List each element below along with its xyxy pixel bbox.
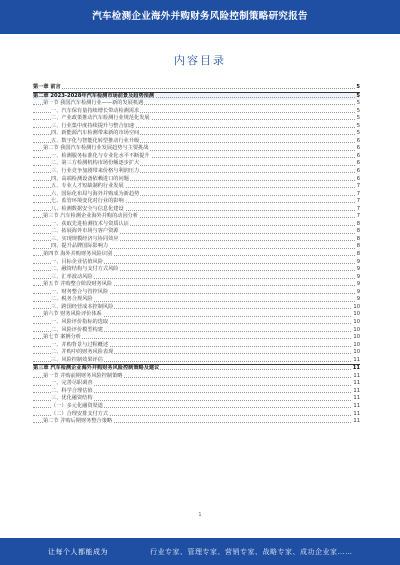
toc-entry-page: 10 bbox=[353, 341, 360, 348]
toc-entry[interactable] bbox=[33, 327, 360, 335]
toc-entry[interactable] bbox=[33, 349, 360, 357]
toc-entry-page: 11 bbox=[353, 402, 360, 409]
toc-entry-label: 三、实现规模经济与协同效应 bbox=[51, 235, 119, 242]
toc-entry-page: 5 bbox=[356, 92, 360, 99]
toc-entry[interactable] bbox=[33, 259, 360, 267]
toc-entry[interactable] bbox=[33, 115, 360, 123]
toc-entry-label: 第三章 汽车检测企业海外并购财务风险控制策略及建议 bbox=[33, 365, 160, 372]
footer-tagline: 行业专家、管理专家、营销专家、战略专家、成功企业家…… bbox=[150, 548, 353, 556]
toc-heading: 内容目录 bbox=[174, 54, 226, 67]
toc-entry-label: 第二章 2023-2028年汽车检测市场前景及趋势预测 bbox=[33, 92, 155, 99]
toc-entry-page: 7 bbox=[356, 198, 360, 205]
toc-entry-label: 六、国际化布局与海外并购成为新趋势 bbox=[51, 190, 140, 197]
toc-entry-label: 二、第三方检测机构市场份额逐步扩大 bbox=[51, 160, 140, 167]
toc-entry-label: 三、优化融资结构 bbox=[51, 395, 93, 402]
toc-entry-label: 四、提升品牌国际影响力 bbox=[51, 243, 109, 250]
toc-entry-label: 一、检测服务标准化与专业化水平不断提升 bbox=[51, 152, 150, 159]
toc-entry-page: 5 bbox=[356, 115, 360, 122]
toc-entry-page: 9 bbox=[356, 281, 360, 288]
toc-entry[interactable] bbox=[33, 418, 360, 426]
toc-entry-page: 10 bbox=[353, 326, 360, 333]
toc-entry-page: 10 bbox=[353, 334, 360, 341]
toc-entry[interactable] bbox=[33, 411, 360, 419]
toc-entry-page: 11 bbox=[353, 395, 360, 402]
toc-entry-page: 8 bbox=[356, 235, 360, 242]
toc-entry-label: 三、行业集中度持续提升与整合加速 bbox=[51, 122, 135, 129]
toc-entry[interactable] bbox=[33, 198, 360, 206]
toc-entry-page: 11 bbox=[353, 410, 360, 417]
toc-entry-page: 10 bbox=[353, 349, 360, 356]
toc-entry-page: 8 bbox=[356, 220, 360, 227]
toc-entry-page: 7 bbox=[356, 213, 360, 220]
toc-entry-page: 6 bbox=[356, 168, 360, 175]
toc-entry[interactable] bbox=[33, 311, 360, 319]
toc-entry-label: 一、汽车保有量持续增长带动检测需求 bbox=[51, 107, 140, 114]
toc-entry-label: 一、获取先进检测技术与资质认证 bbox=[51, 220, 129, 227]
toc-entry-page: 5 bbox=[356, 122, 360, 129]
toc-entry-page: 5 bbox=[356, 107, 360, 114]
toc-entry-page: 7 bbox=[356, 183, 360, 190]
toc-entry-page: 9 bbox=[356, 266, 360, 273]
toc-entry[interactable] bbox=[33, 176, 360, 184]
toc-entry-label: 第一节 并购前期财务风险控制策略 bbox=[43, 372, 123, 379]
toc-entry-label: 二、风险评价模型构建 bbox=[51, 326, 103, 333]
toc-entry-page: 8 bbox=[356, 243, 360, 250]
toc-entry-page: 9 bbox=[356, 258, 360, 265]
toc-entry-page: 10 bbox=[353, 318, 360, 325]
toc-entry[interactable] bbox=[33, 228, 360, 236]
toc-entry-page: 10 bbox=[353, 311, 360, 318]
toc-entry-label: 第三节 汽车检测企业海外并购的动因分析 bbox=[43, 213, 139, 220]
toc-entry[interactable] bbox=[33, 319, 360, 327]
toc-entry-label: 二、融资结构与支付方式风险 bbox=[51, 266, 119, 273]
toc-entry-label: 一、完善尽职调查 bbox=[51, 380, 93, 387]
toc-entry[interactable] bbox=[33, 281, 360, 289]
toc-entry[interactable] bbox=[33, 403, 360, 411]
toc-entry-page: 9 bbox=[356, 273, 360, 280]
toc-entry-label: 第一章 前言 bbox=[33, 84, 61, 90]
toc-entry-label: （一）多元化融资渠道 bbox=[51, 402, 103, 409]
toc-entry-page: 6 bbox=[356, 145, 360, 152]
page-header bbox=[0, 0, 400, 34]
toc-entry[interactable] bbox=[33, 357, 360, 365]
toc-entry-label: 三、风险控制效果评估 bbox=[51, 356, 103, 363]
toc-entry-page: 5 bbox=[356, 100, 360, 107]
toc-entry[interactable] bbox=[33, 342, 360, 350]
toc-entry[interactable] bbox=[33, 251, 360, 259]
toc-entry-label: 一、风险评价指标的选取 bbox=[51, 318, 109, 325]
toc-entry-page: 6 bbox=[356, 175, 360, 182]
toc-entry-label: 二、税务合规风险 bbox=[51, 296, 93, 303]
toc-entry-label: 二、并购中的财务风险表现 bbox=[51, 349, 114, 356]
toc-entry-page: 11 bbox=[353, 356, 360, 363]
toc-entry-label: 二、产业政策推动汽车检测行业规范化发展 bbox=[51, 115, 150, 122]
toc-entry[interactable] bbox=[33, 380, 360, 388]
toc-entry-label: 二、拓展海外市场与客户资源 bbox=[51, 228, 119, 235]
toc-entry-label: 三、汇率波动风险 bbox=[51, 273, 93, 280]
toc-entry[interactable] bbox=[33, 334, 360, 342]
toc-entry-page: 7 bbox=[356, 190, 360, 197]
toc-entry-label: （二）合理安排支付方式 bbox=[51, 410, 109, 417]
toc-entry[interactable] bbox=[33, 213, 360, 221]
toc-entry[interactable] bbox=[33, 296, 360, 304]
toc-entry-label: 四、高端检测设备依赖进口的问题 bbox=[51, 175, 129, 182]
toc-entry-label: 五、专业人才短缺制约行业发展 bbox=[51, 183, 124, 190]
toc-entry-label: 第二节 并购后期财务整合策略 bbox=[43, 418, 113, 425]
toc-entry[interactable] bbox=[33, 183, 360, 191]
toc-entry-page: 11 bbox=[352, 365, 360, 372]
toc-entry[interactable] bbox=[33, 243, 360, 251]
toc-entry-page: 6 bbox=[356, 152, 360, 159]
page-footer bbox=[0, 538, 400, 565]
toc-entry-page: 5 bbox=[356, 130, 360, 137]
toc-entry-label: 一、财务整合与管控风险 bbox=[51, 288, 109, 295]
toc-entry-page: 6 bbox=[356, 160, 360, 167]
toc-entry-page: 9 bbox=[356, 288, 360, 295]
table-of-contents bbox=[33, 84, 360, 426]
toc-entry[interactable] bbox=[33, 160, 360, 168]
toc-entry-label: 三、行业竞争加剧带来价格与利润压力 bbox=[51, 168, 140, 175]
toc-entry-page: 8 bbox=[356, 251, 360, 258]
toc-leader-dots bbox=[33, 88, 357, 89]
toc-entry[interactable] bbox=[33, 145, 360, 153]
toc-entry-label: 五、数字化与智能化转型推动行业升级 bbox=[51, 137, 140, 144]
page-number: 1 bbox=[198, 512, 202, 518]
toc-entry[interactable] bbox=[33, 395, 360, 403]
toc-entry-page: 11 bbox=[353, 387, 360, 394]
toc-entry-label: 第二节 我国汽车检测行业发展趋势与主要挑战 bbox=[43, 145, 149, 152]
toc-entry-label: 四、新能源汽车检测带来新的市场空间 bbox=[51, 130, 140, 137]
toc-entry-label: 一、并购背景与过程概述 bbox=[51, 341, 109, 348]
toc-entry-label: 二、科学合理估值 bbox=[51, 387, 93, 394]
toc-entry-page: 5 bbox=[356, 84, 360, 90]
toc-entry-page: 10 bbox=[353, 303, 360, 310]
toc-entry[interactable] bbox=[33, 364, 360, 373]
toc-entry-page: 6 bbox=[356, 137, 360, 144]
report-title: 汽车检测企业海外并购财务风险控制策略研究报告 bbox=[92, 11, 308, 22]
toc-entry-page: 11 bbox=[353, 372, 360, 379]
toc-entry-page: 9 bbox=[356, 296, 360, 303]
toc-entry-label: 第四节 海外并购财务风险识别 bbox=[43, 251, 113, 258]
toc-entry[interactable] bbox=[33, 130, 360, 138]
toc-entry-page: 7 bbox=[356, 205, 360, 212]
toc-entry[interactable] bbox=[33, 92, 360, 101]
toc-entry-label: 第七节 案例分析 bbox=[43, 334, 81, 341]
toc-entry[interactable] bbox=[33, 84, 360, 92]
toc-entry-label: 三、跨国经营成本控制风险 bbox=[51, 303, 114, 310]
toc-entry-label: 一、目标企业估值风险 bbox=[51, 258, 103, 265]
toc-entry[interactable] bbox=[33, 100, 360, 108]
toc-entry-label: 七、监管环境变化对行业的影响 bbox=[51, 198, 124, 205]
toc-entry-label: 第一节 我国汽车检测行业——新的发展机遇 bbox=[43, 100, 144, 107]
footer-slogan: 让每个人都能成为 bbox=[48, 548, 108, 556]
toc-entry-label: 八、检测数据安全与信息化建设 bbox=[51, 205, 124, 212]
toc-entry-page: 8 bbox=[356, 228, 360, 235]
toc-entry-page: 11 bbox=[353, 418, 360, 425]
toc-entry-page: 11 bbox=[353, 380, 360, 387]
toc-entry[interactable] bbox=[33, 266, 360, 274]
toc-entry-label: 第五节 并购整合阶段财务风险 bbox=[43, 281, 113, 288]
toc-entry[interactable] bbox=[33, 168, 360, 176]
toc-entry-label: 第六节 财务风险评价体系 bbox=[43, 311, 102, 318]
